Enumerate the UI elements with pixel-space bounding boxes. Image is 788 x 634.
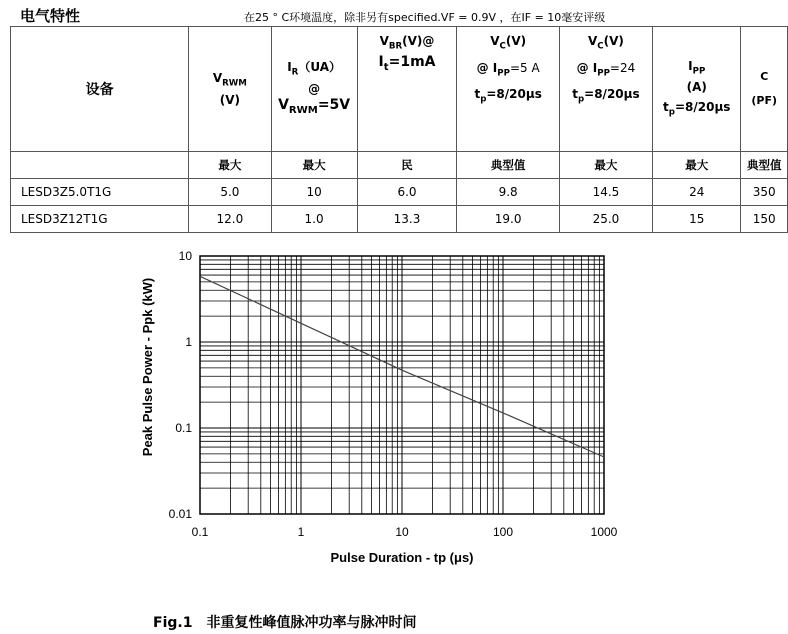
table-cell: 14.5 (559, 179, 652, 206)
col-vrwm: $V_{RWM}$ (V) (189, 27, 271, 152)
figure-caption (153, 612, 430, 632)
section-title: 电气特性 (20, 7, 81, 25)
subheader-cell: 最大 (189, 152, 271, 179)
test-conditions: 在25 ° C环境温度，除非另有specified.VF = 0.9V ，在IF = 10毫安评级 (244, 11, 606, 24)
table-cell: 6.0 (357, 179, 457, 206)
x-tick-label: 0.1 (191, 525, 209, 539)
subheader-cell: 典型值 (457, 152, 559, 179)
table-cell: 24 (652, 179, 740, 206)
table-cell: 13.3 (357, 206, 457, 233)
subheader-cell: 典型值 (741, 152, 788, 179)
col-vc-5a: $V_C(V)$ @ $I_{PP}=5$ A $t_p=8/20\mu s$ (457, 27, 559, 152)
subheader-cell: 民 (357, 152, 457, 179)
chart-svg (130, 240, 630, 580)
table-cell: 12.0 (189, 206, 271, 233)
table-cell: 25.0 (559, 206, 652, 233)
subheader-cell: 最大 (271, 152, 357, 179)
table-row (11, 206, 788, 233)
figure-label: Fig.1 (153, 615, 193, 631)
x-tick-label: 1000 (590, 525, 618, 539)
col-capacitance: C (PF) (741, 27, 788, 152)
y-tick-label: 0.01 (168, 507, 192, 521)
spec-table (10, 26, 788, 233)
table-cell: 5.0 (189, 179, 271, 206)
table-cell: LESD3Z5.0T1G (11, 179, 189, 206)
table-cell: 9.8 (457, 179, 559, 206)
col-vc-24a: $V_C(V)$ @ $I_{PP}=24$ $t_p=8/20\mu s$ (559, 27, 652, 152)
subheader-cell (11, 152, 189, 179)
table-cell: 15 (652, 206, 740, 233)
col-device: 设备 (11, 27, 189, 152)
figure-caption-text: 非重复性峰值脉冲功率与脉冲时间 (206, 615, 417, 631)
pulse-power-chart (130, 240, 630, 584)
x-tick-label: 1 (297, 525, 305, 539)
col-ir: $I_R(UA)$ @ $V_{RWM}=5V$ (271, 27, 357, 152)
y-tick-label: 1 (185, 335, 192, 349)
table-cell: 150 (741, 206, 788, 233)
col-ipp: $I_{PP}$ (A) $t_p=8/20\mu s$ (652, 27, 740, 152)
table-cell: 350 (741, 179, 788, 206)
table-cell: 19.0 (457, 206, 559, 233)
col-vbr: $V_{BR}(V)@$ $I_t=1mA$ (357, 27, 457, 152)
header-row (11, 27, 788, 152)
y-tick-label: 10 (178, 249, 192, 263)
table-cell: 10 (271, 179, 357, 206)
x-tick-label: 10 (395, 525, 409, 539)
x-axis-label: Pulse Duration - tp (μs) (330, 550, 474, 565)
subheader-cell: 最大 (652, 152, 740, 179)
table-row (11, 179, 788, 206)
subheader-row (11, 152, 788, 179)
table-cell: 1.0 (271, 206, 357, 233)
table-cell: LESD3Z12T1G (11, 206, 189, 233)
y-tick-label: 0.1 (175, 421, 192, 435)
x-tick-label: 100 (492, 525, 514, 539)
y-axis-label: Peak Pulse Power - Ppk (kW) (140, 277, 155, 457)
subheader-cell: 最大 (559, 152, 652, 179)
